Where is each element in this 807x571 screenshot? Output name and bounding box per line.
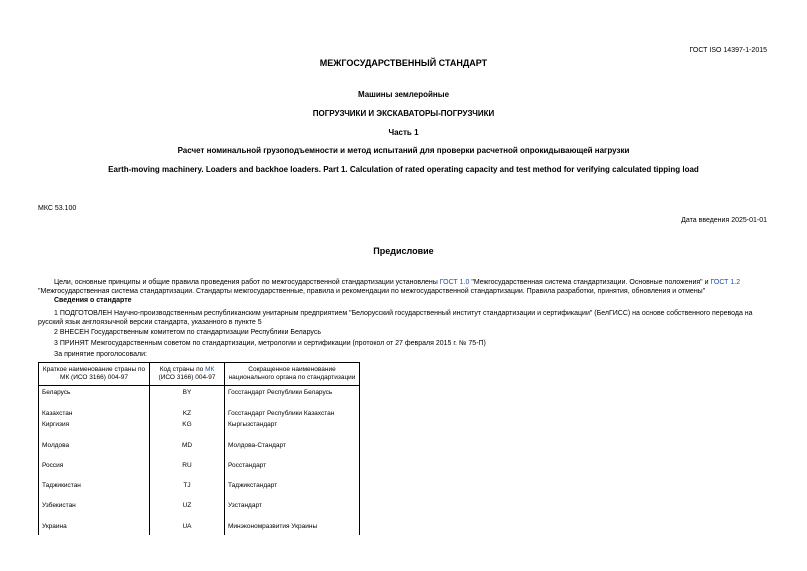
item-1: 1 ПОДГОТОВЛЕН Научно-производственным республиканским унитарным предприятием "Белорусский государственный институт стандартизации и сертификации" (БелГИСС) на основе собственного перевода на русский язык англоязычной версии стандарта, указанного в пункте 5 [38,310,753,326]
mks-code: МКС 53.100 [38,205,77,212]
item-2: 2 ВНЕСЕН Государственным комитетом по стандартизации Республики Беларусь [54,329,321,336]
title-russian: Расчет номинальной грузоподъемности и метод испытаний для проверки расчетной опрокидывающей нагрузки [177,146,630,155]
member-states-table [38,362,360,535]
table-row: Беларусь BY Госстандарт Республики Беларусь [39,386,360,410]
foreword-paragraph: Цели, основные принципы и общие правила проведения работ по межгосударственной стандартизации установлены ГОСТ 1.0 "Межгосударственная система стандартизации. Основные положения" и ГОСТ 1.2 "Межгосударственная система стандартизации. Стандарты межгосударственные, правила и рекомендации по межгосударственной стандартизации. Правила разработки, принятия, обновления и отмены" [38,279,741,295]
column-header-body: Сокращенное наименование национального органа по стандартизации [225,363,360,386]
info-heading: Сведения о стандарте [54,297,132,304]
subject-line: Машины землеройные [357,90,450,99]
part-line: Часть 1 [388,128,419,137]
column-header-country: Краткое наименование страны по МК (ИСО 3166) 004-97 [39,363,150,386]
document-number: ГОСТ ISO 14397-1-2015 [689,47,767,54]
mk-link[interactable]: МК [205,366,215,373]
gost-1-2-link[interactable]: ГОСТ 1.2 [710,279,741,286]
table-row: Киргизия KG Кыргызстандарт [39,421,360,442]
table-row: Молдова MD Молдова-Стандарт [39,442,360,462]
product-line: ПОГРУЗЧИКИ И ЭКСКАВАТОРЫ-ПОГРУЗЧИКИ [312,109,495,118]
table-row: Казахстан KZ Госстандарт Республики Казахстан [39,410,360,421]
title-english: Earth-moving machinery. Loaders and backhoe loaders. Part 1. Calculation of rated operating capacity and test method for verifying calculated tipping load [108,165,699,174]
table-row: Узбекистан UZ Узстандарт [39,502,360,523]
table-row: Таджикистан TJ Таджикстандарт [39,482,360,502]
header-title: МЕЖГОСУДАРСТВЕННЫЙ СТАНДАРТ [319,58,488,68]
foreword-title: Предисловие [373,246,434,256]
voted-label: За принятие проголосовали: [54,351,147,358]
table-row: Россия RU Росстандарт [39,462,360,482]
item-3: 3 ПРИНЯТ Межгосударственным советом по стандартизации, метрологии и сертификации (протокол от 27 февраля 2015 г. № 75-П) [54,340,486,347]
gost-1-0-link[interactable]: ГОСТ 1.0 [439,279,470,286]
column-header-code: Код страны по МК (ИСО 3166) 004-97 [150,363,225,386]
table-row: Украина UA Минэкономразвития Украины [39,523,360,535]
introduction-date: Дата введения 2025-01-01 [681,217,767,224]
